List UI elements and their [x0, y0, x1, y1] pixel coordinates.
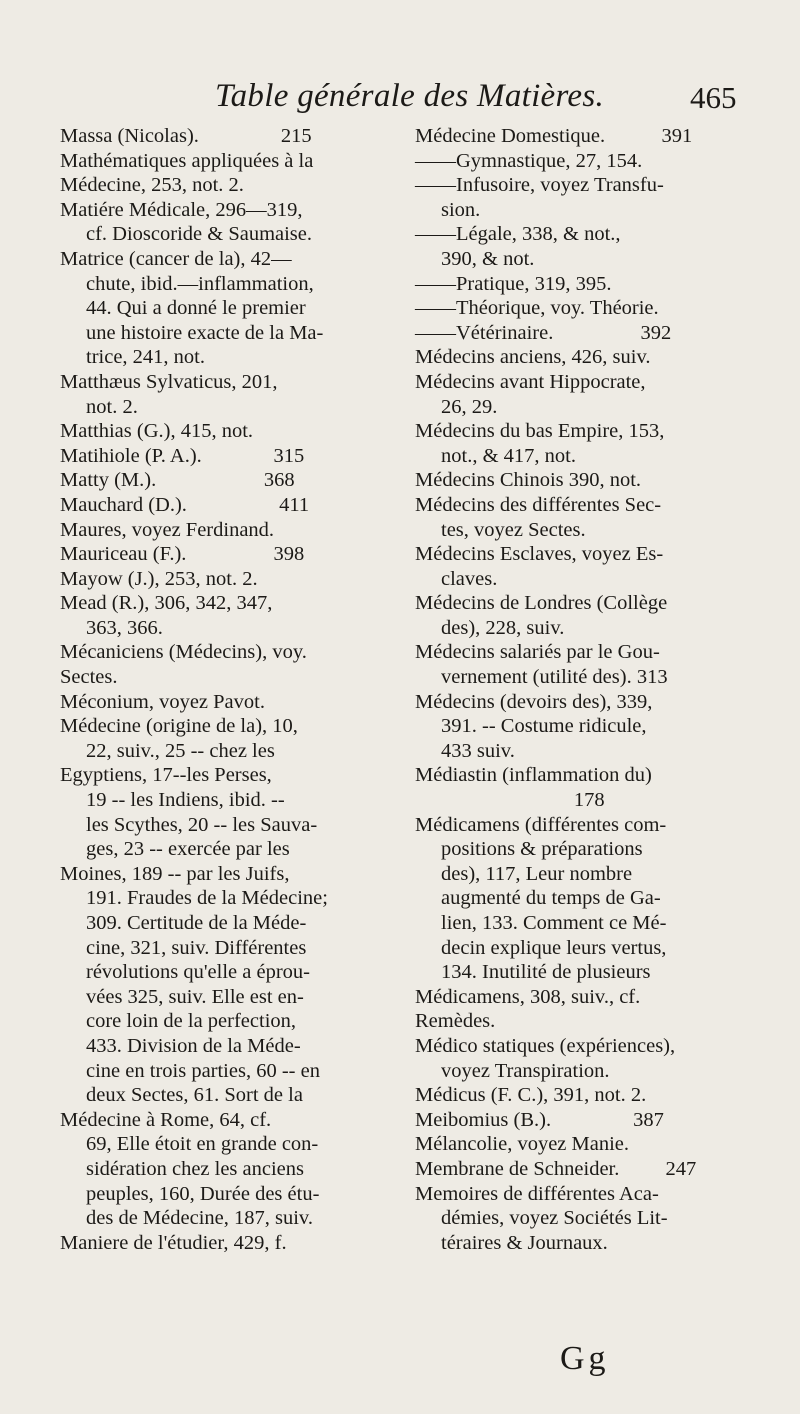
index-line: Médecine Domestique. 391 [415, 125, 693, 147]
index-line: Membrane de Schneider. 247 [415, 1157, 697, 1180]
index-line: cine, 321, suiv. Différentes [86, 936, 307, 959]
index-line: Médecins anciens, 426, suiv. [415, 346, 651, 369]
index-line: Matiére Médicale, 296—319, [60, 198, 303, 221]
index-line: not. 2. [86, 395, 138, 418]
index-line: Médico statiques (expériences), [415, 1034, 676, 1057]
index-line: Médecine à Rome, 64, cf. [60, 1108, 272, 1131]
running-title: Table générale des Matières. [215, 78, 605, 114]
index-line: Meibomius (B.). 387 [415, 1108, 664, 1131]
index-line: positions & préparations [441, 838, 643, 861]
index-line: Médecins du bas Empire, 153, [415, 420, 665, 443]
index-line: not., & 417, not. [441, 444, 576, 467]
index-line: Matrice (cancer de la), 42— [60, 247, 292, 270]
index-line: augmenté du temps de Ga- [441, 887, 661, 910]
index-line: Médecins avant Hippocrate, [415, 370, 646, 393]
index-line: Matty (M.). 368 [60, 469, 295, 492]
index-line: 309. Certitude de la Méde- [86, 912, 307, 934]
index-line: core loin de la perfection, [86, 1010, 297, 1033]
index-line: révolutions qu'elle a éprou- [86, 961, 310, 984]
index-line: 433. Division de la Méde- [86, 1034, 301, 1057]
index-line: Mauriceau (F.). 398 [60, 543, 305, 566]
index-line: 22, suiv., 25 -- chez les [86, 739, 275, 762]
index-line: Médecins de Londres (Collège [415, 592, 668, 615]
index-line: voyez Transpiration. [441, 1059, 610, 1082]
index-line: Médicamens, 308, suiv., cf. [415, 985, 641, 1008]
index-line: Matihiole (P. A.). 315 [60, 444, 305, 467]
index-line: 433 suiv. [441, 739, 515, 762]
index-line: 363, 366. [86, 616, 163, 639]
index-line: Médecine, 253, not. 2. [60, 174, 244, 197]
index-line: ——Gymnastique, 27, 154. [415, 149, 643, 172]
index-line: ——Pratique, 319, 395. [415, 272, 612, 295]
index-line: Mayow (J.), 253, not. 2. [60, 567, 258, 590]
index-line: ——Vétérinaire. 392 [415, 321, 672, 344]
index-line: démies, voyez Sociétés Lit- [441, 1207, 668, 1230]
index-line: 390, & not. [441, 247, 535, 270]
index-line: 26, 29. [441, 395, 498, 418]
page-number: 465 [690, 80, 737, 115]
index-line: les Scythes, 20 -- les Sauva- [86, 813, 318, 836]
index-line: Mélancolie, voyez Manie. [415, 1133, 630, 1156]
index-line: cf. Dioscoride & Saumaise. [86, 223, 313, 246]
index-line: Matthæus Sylvaticus, 201, [60, 370, 278, 393]
index-line: Maniere de l'étudier, 429, f. [60, 1231, 287, 1254]
index-line: des), 117, Leur nombre [441, 862, 633, 885]
index-line: 178 [415, 789, 605, 812]
index-line: Moines, 189 -- par les Juifs, [60, 862, 290, 885]
index-line: Massa (Nicolas). 215 [60, 125, 312, 147]
index-line: 391. -- Costume ridicule, [441, 715, 647, 738]
index-line: Médicamens (différentes com- [415, 813, 667, 836]
index-line: Mécaniciens (Médecins), voy. [60, 641, 307, 664]
index-line: peuples, 160, Durée des étu- [86, 1182, 320, 1205]
index-line: decin explique leurs vertus, [441, 936, 667, 959]
index-line: ——Infusoire, voyez Transfu- [415, 174, 664, 197]
index-line: Mead (R.), 306, 342, 347, [60, 592, 273, 615]
index-line: Mathématiques appliquées à la [60, 149, 314, 172]
index-line: Maures, voyez Ferdinand. [60, 518, 275, 541]
index-line: Mauchard (D.). 411 [60, 493, 310, 516]
index-line: sion. [441, 198, 481, 221]
index-line: vernement (utilité des). 313 [441, 666, 668, 689]
page-header [0, 74, 800, 124]
index-line: Médecine (origine de la), 10, [60, 715, 298, 738]
index-line: téraires & Journaux. [441, 1231, 608, 1254]
index-line: Médecins (devoirs des), 339, [415, 690, 653, 713]
index-line: 134. Inutilité de plusieurs [441, 961, 651, 984]
index-line: claves. [441, 567, 498, 590]
signature-mark: Gg [560, 1340, 610, 1377]
index-line: Matthias (G.), 415, not. [60, 420, 254, 443]
index-line: cine en trois parties, 60 -- en [86, 1059, 320, 1082]
index-line: Remèdes. [415, 1010, 496, 1033]
index-line: 19 -- les Indiens, ibid. -- [86, 789, 285, 812]
index-line: chute, ibid.—inflammation, [86, 272, 314, 295]
index-line: une histoire exacte de la Ma- [86, 321, 324, 344]
index-line: trice, 241, not. [86, 346, 205, 369]
index-line: Memoires de différentes Aca- [415, 1182, 659, 1205]
index-line: Médecins Chinois 390, not. [415, 469, 642, 492]
index-line: lien, 133. Comment ce Mé- [441, 912, 667, 934]
index-column-right [415, 124, 775, 1255]
index-line: des), 228, suiv. [441, 616, 565, 639]
index-line: 191. Fraudes de la Médecine; [86, 887, 328, 910]
index-line: Médecins Esclaves, voyez Es- [415, 543, 664, 566]
index-line: Sectes. [60, 666, 118, 689]
index-line: ——Théorique, voy. Théorie. [415, 297, 659, 320]
index-line: ges, 23 -- exercée par les [86, 838, 290, 861]
index-line: 69, Elle étoit en grande con- [86, 1133, 319, 1156]
index-line: des de Médecine, 187, suiv. [86, 1207, 313, 1230]
index-line: Méconium, voyez Pavot. [60, 690, 265, 713]
index-line: Egyptiens, 17--les Perses, [60, 764, 272, 787]
index-line: Médecins des différentes Sec- [415, 493, 662, 516]
index-column-left [60, 124, 390, 1255]
index-line: ——Légale, 338, & not., [415, 223, 621, 246]
index-line: tes, voyez Sectes. [441, 518, 586, 541]
index-line: Médecins salariés par le Gou- [415, 641, 660, 664]
index-line: Médicus (F. C.), 391, not. 2. [415, 1084, 647, 1107]
index-line: vées 325, suiv. Elle est en- [86, 985, 304, 1008]
index-line: sidération chez les anciens [86, 1157, 305, 1180]
index-line: deux Sectes, 61. Sort de la [86, 1084, 303, 1107]
index-line: 44. Qui a donné le premier [86, 297, 306, 320]
index-line: Médiastin (inflammation du) [415, 764, 652, 787]
